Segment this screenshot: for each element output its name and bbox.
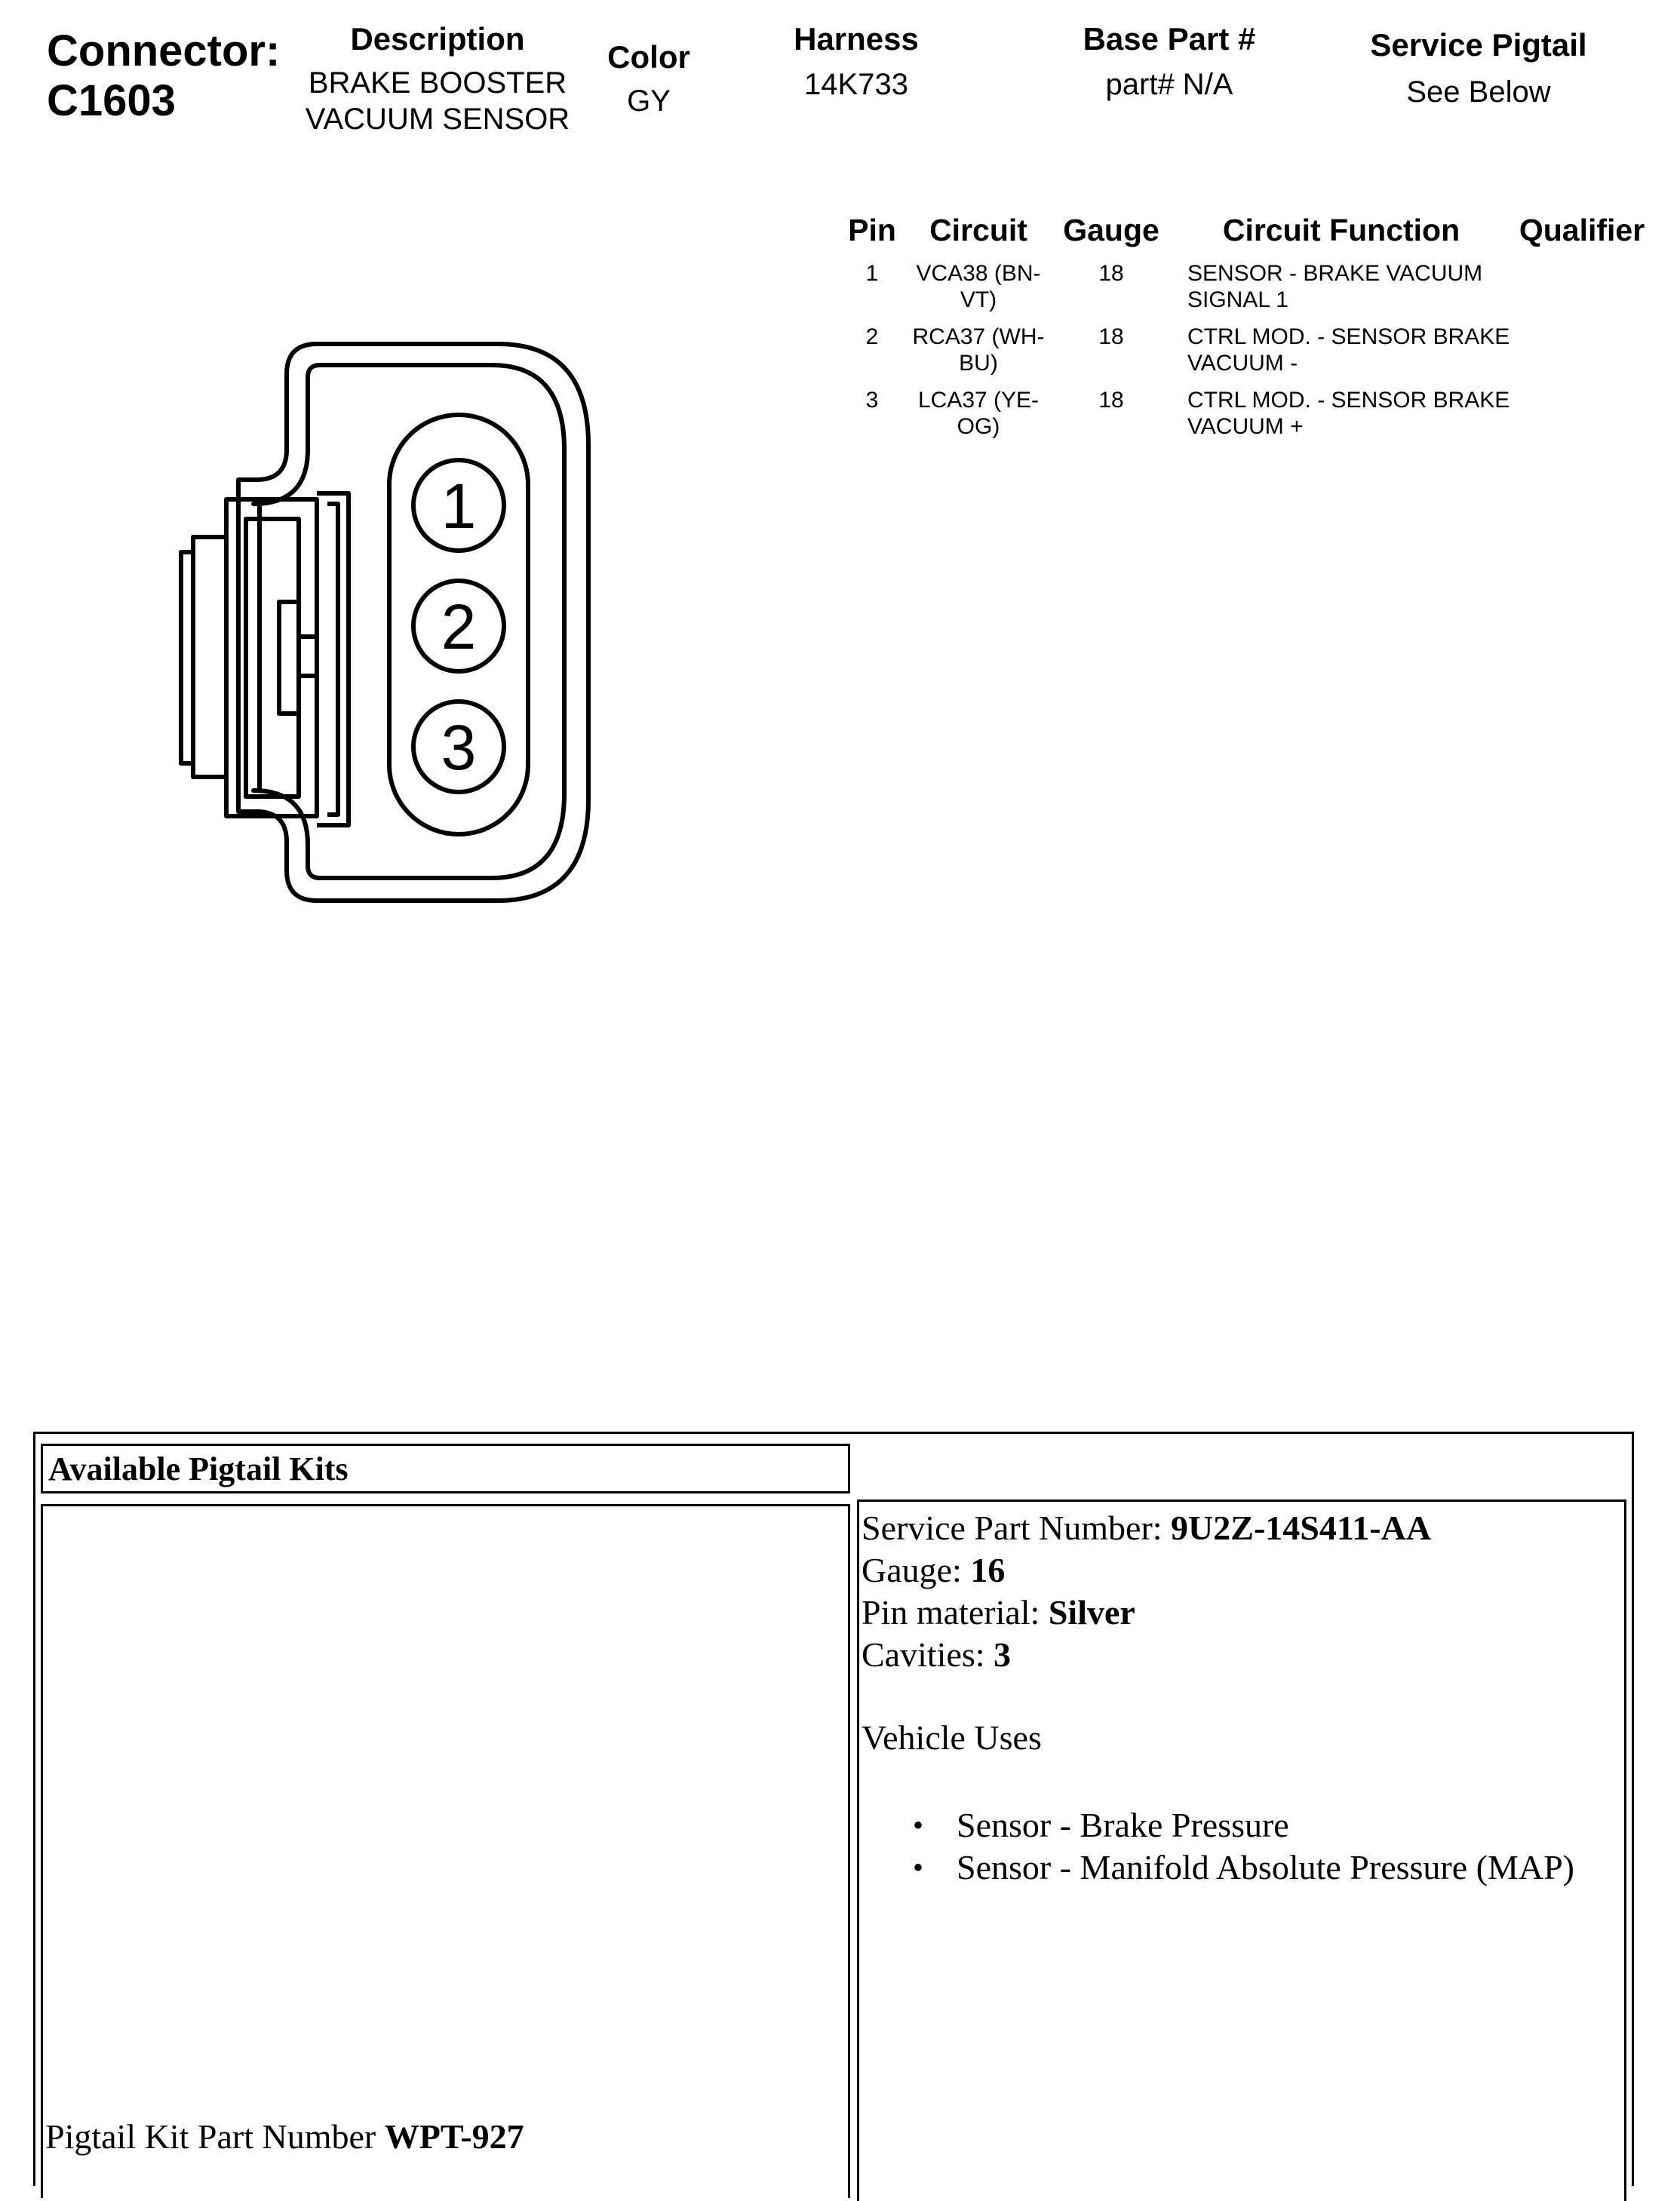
pin-3-label: 3 [441,712,477,783]
kit-part-label: Pigtail Kit Part Number [45,2117,376,2156]
circuit-code: VCA38 (BN-VT) [916,261,1041,312]
gauge-column-header: Gauge [1063,213,1159,247]
pin-material-label: Pin material: [861,1593,1040,1632]
circuit-code: LCA37 (YE-OG) [917,388,1040,439]
harness-heading: Harness [794,21,919,57]
circuit-function: SENSOR - BRAKE VACUUM SIGNAL 1 [1187,261,1483,312]
wire-gauge: 18 [1098,261,1124,286]
pigtail-kit-image-cell [41,1504,850,2198]
pin-number: 2 [865,324,879,349]
table-row [837,387,1654,450]
vehicle-uses-heading: Vehicle Uses [861,1718,1042,1757]
wire-gauge: 18 [1098,324,1124,349]
pigtail-kits-title: Available Pigtail Kits [48,1450,349,1487]
service-part-info [861,1507,1431,1676]
cavities-line [861,1634,1431,1676]
gauge-value: 16 [970,1551,1006,1589]
circuit-function: CTRL MOD. - SENSOR BRAKE VACUUM - [1187,324,1510,376]
cavities-value: 3 [994,1635,1012,1674]
pigtail-kit-part-number [45,2116,524,2158]
service-pigtail-heading: Service Pigtail [1370,27,1587,63]
pin-1-label: 1 [441,471,477,542]
gauge-label: Gauge: [861,1551,962,1589]
list-item: • Sensor - Manifold Absolute Pressure (MAP) [913,1846,1592,1889]
table-row [837,324,1654,387]
circuit-function-column-header: Circuit Function [1222,213,1460,247]
harness-value: 14K733 [804,68,908,101]
color-heading: Color [607,39,690,75]
wire-gauge: 18 [1098,388,1124,413]
pin-material-value: Silver [1048,1593,1135,1632]
pin-column-header: Pin [848,213,896,247]
table-row [837,260,1654,324]
qualifier [1510,260,1654,324]
description-value: BRAKE BOOSTER VACUUM SENSOR [305,66,570,136]
pin-number: 1 [865,261,879,286]
gauge-line [861,1549,1431,1592]
circuit-column-header: Circuit [929,213,1027,247]
color-value: GY [627,84,671,118]
circuit-function: CTRL MOD. - SENSOR BRAKE VACUUM + [1187,388,1510,439]
qualifier [1510,387,1654,450]
qualifier-column-header: Qualifier [1519,213,1645,247]
connector-id: C1603 [47,76,176,125]
pin-material-line [861,1592,1431,1634]
list-item: • Sensor - Brake Pressure [913,1804,1592,1846]
description-heading: Description [350,21,525,57]
service-part-value: 9U2Z-14S411-AA [1171,1509,1432,1547]
pin-table [837,213,1654,450]
base-part-heading: Base Part # [1083,21,1256,57]
qualifier [1510,324,1654,387]
base-part-value: part# N/A [1105,68,1233,101]
pin-2-label: 2 [441,591,477,662]
vehicle-uses-list [913,1804,1592,1889]
service-pigtail-value: See Below [1406,75,1551,109]
connector-face-diagram [166,332,619,935]
service-part-label: Service Part Number: [861,1509,1162,1547]
kit-part-value: WPT-927 [384,2117,524,2156]
pin-table-header-row [837,213,1654,260]
cavities-label: Cavities: [861,1635,985,1674]
service-part-line [861,1507,1431,1549]
circuit-code: RCA37 (WH-BU) [912,324,1045,376]
connector-label: Connector: [47,26,281,75]
pin-number: 3 [865,388,879,413]
